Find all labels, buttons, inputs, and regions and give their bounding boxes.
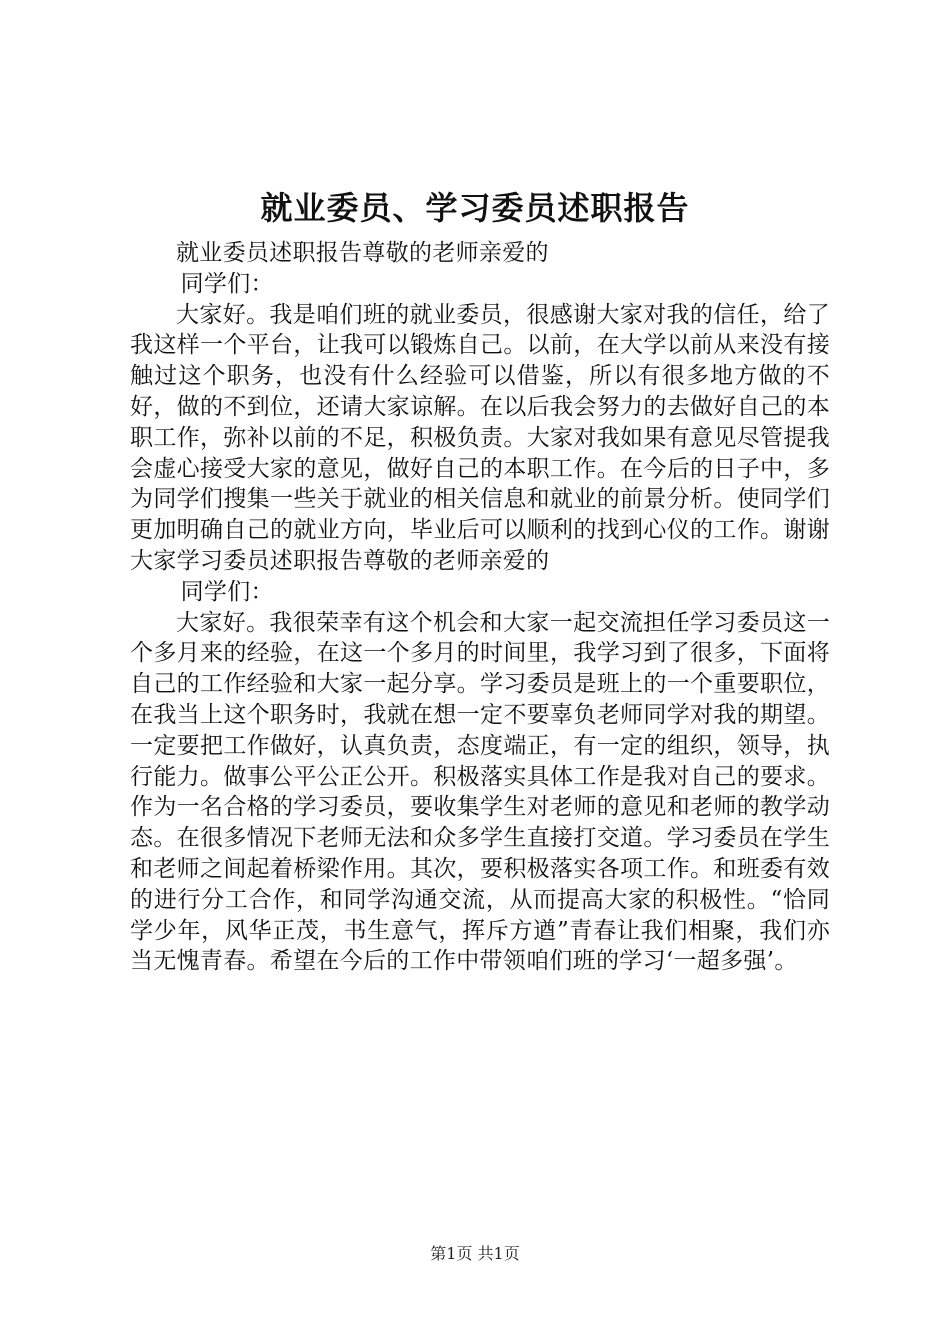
paragraph-intro: 就业委员述职报告尊敬的老师亲爱的 <box>176 240 549 266</box>
paragraph-salutation-2: 同学们： <box>180 578 274 605</box>
paragraph-employment-report: 大家好。我是咱们班的就业委员，很感谢大家对我的信任，给了我这样一个平台，让我可以锻炼自己。以前，在大学以前从来没有接触过这个职务，也没有什么经验可以借鉴，所以有很多地方做的不好，做的不到位，还请大家谅解。在以后我会努力的去做好自己的本职工作，弥补以前的不足，积极负责。大家对我如果有意见尽管提我会虚心接受大家的意见，做好自己的本职工作。在今后的日子中，多为同学们搜集一些关于就业的相关信息和就业的前景分析。使同学们更加明确自己的就业方向，毕业后可以顺利的找到心仪的工作。谢谢大家学习委员述职报告尊敬的老师亲爱的 <box>130 301 830 574</box>
paragraph-salutation: 同学们： <box>180 270 274 297</box>
paragraph-study-report: 大家好。我很荣幸有这个机会和大家一起交流担任学习委员这一个多月来的经验，在这一个多月的时间里，我学习到了很多，下面将自己的工作经验和大家一起分享。学习委员是班上的一个重要职位，在我当上这个职务时，我就在想一定不要辜负老师同学对我的期望。一定要把工作做好，认真负责，态度端正，有一定的组织，领导，执行能力。做事公平公正公开。积极落实具体工作是我对自己的要求。作为一名合格的学习委员，要收集学生对老师的意见和老师的教学动态。在很多情况下老师无法和众多学生直接打交道。学习委员在学生和老师之间起着桥梁作用。其次，要积极落实各项工作。和班委有效的进行分工合作，和同学沟通交流，从而提高大家的积极性。“恰同学少年，风华正茂，书生意气，挥斥方遒”青春让我们相聚，我们亦当无愧青春。希望在今后的工作中带领咱们班的学习‘一超多强’。 <box>130 609 830 975</box>
document-body <box>130 238 830 977</box>
document-title: 就业委员、学习委员述职报告 <box>260 189 690 227</box>
page-footer: 第1页 共1页 <box>430 1244 520 1263</box>
